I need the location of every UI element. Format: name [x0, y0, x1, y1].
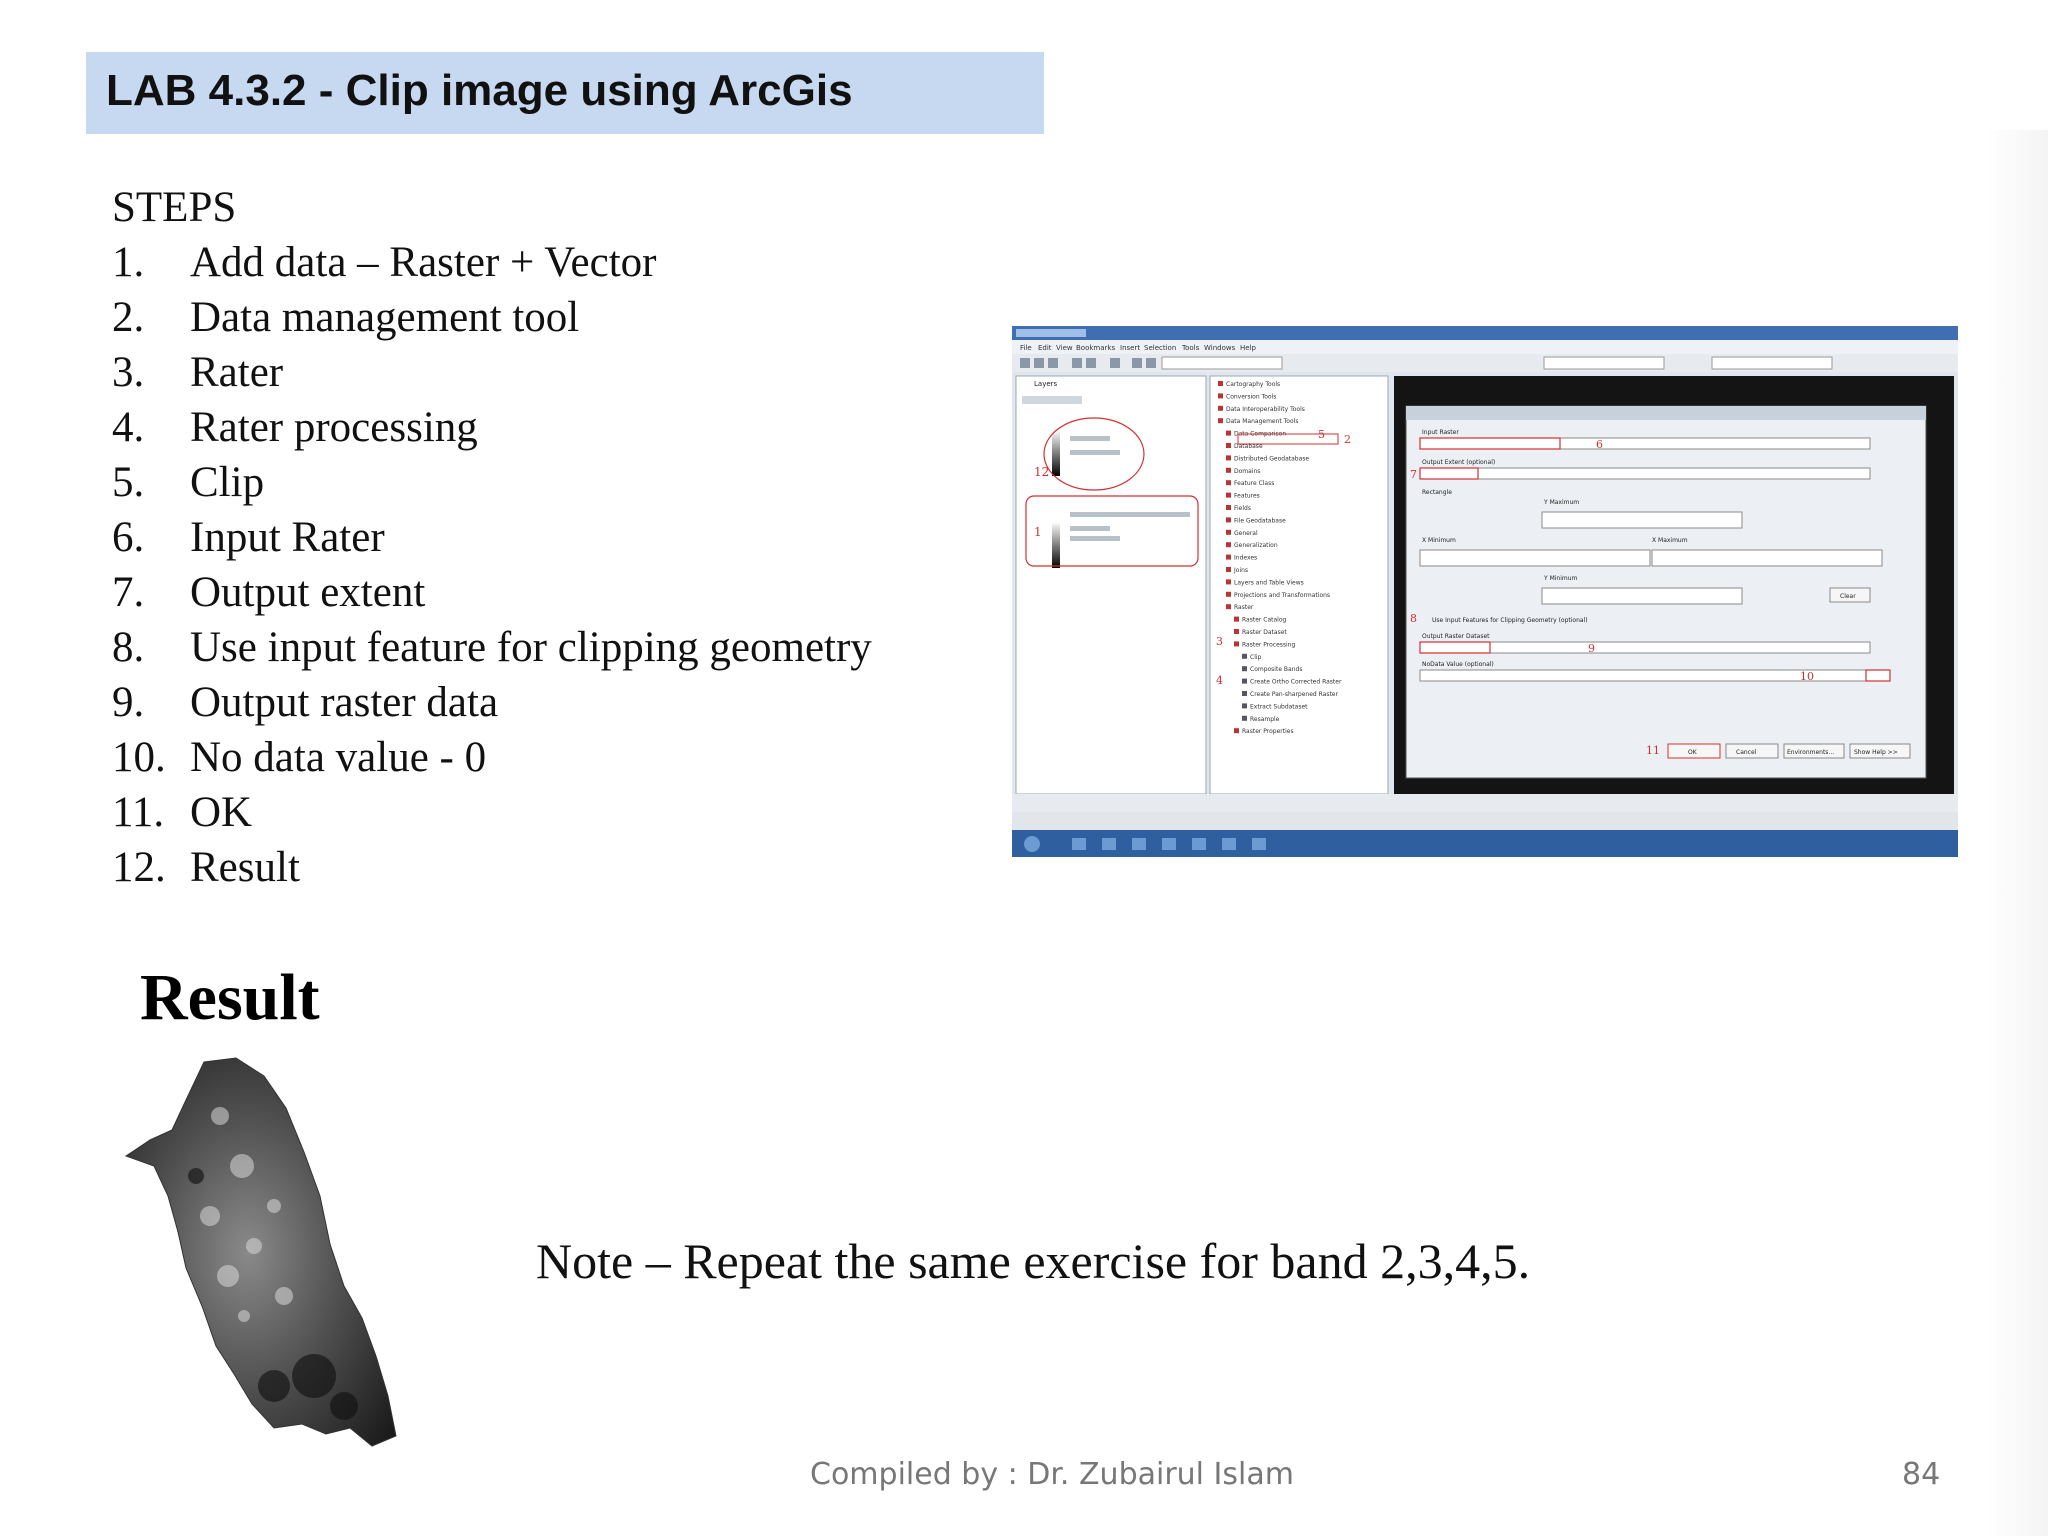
toolbox-icon — [1226, 431, 1231, 436]
tree-item[interactable]: Joins — [1234, 567, 1249, 574]
tree-item[interactable]: Raster Properties — [1242, 728, 1294, 736]
toolbox-icon — [1226, 579, 1231, 584]
annotation-label: 12 — [1034, 465, 1050, 479]
step-text: Rater — [190, 349, 284, 396]
step-text: Add data – Raster + Vector — [190, 239, 657, 286]
step-number: 2. — [112, 294, 145, 341]
tree-item[interactable]: Database — [1234, 443, 1263, 450]
dialog-label: Rectangle — [1422, 489, 1452, 496]
annotation-label: 3 — [1216, 635, 1223, 648]
toc-header: Layers — [1034, 380, 1058, 388]
menu-item: Insert — [1120, 344, 1141, 352]
footer-credit: Compiled by : Dr. Zubairul Islam — [810, 1457, 1294, 1492]
steps-heading: STEPS — [112, 184, 237, 231]
step-item — [112, 840, 872, 895]
step-number: 8. — [112, 624, 145, 671]
toolbox-icon — [1226, 542, 1231, 547]
step-text: Data management tool — [190, 294, 580, 341]
step-text: Input Rater — [190, 514, 385, 561]
step-number: 9. — [112, 679, 145, 726]
annotation-label: 2 — [1344, 433, 1351, 446]
clear-button[interactable]: Clear — [1840, 593, 1856, 600]
step-item — [112, 730, 872, 785]
toolbox-icon — [1226, 505, 1231, 510]
annotation-label: 6 — [1596, 438, 1603, 451]
dialog-label: Output Extent (optional) — [1422, 459, 1496, 466]
toolbox-icon — [1218, 393, 1223, 398]
toolbox-icon — [1218, 406, 1223, 411]
annotation-label: 8 — [1410, 612, 1417, 625]
tree-item[interactable]: Feature Class — [1234, 480, 1275, 488]
step-number: 5. — [112, 459, 145, 506]
step-number: 7. — [112, 569, 145, 616]
step-text: Clip — [190, 459, 265, 506]
ok-button[interactable]: OK — [1688, 749, 1697, 756]
steps-list — [112, 180, 872, 895]
toolbox-icon — [1226, 480, 1231, 485]
annotation-label: 1 — [1034, 525, 1042, 539]
tree-item[interactable]: Raster — [1234, 604, 1254, 612]
tree-item[interactable]: Resample — [1250, 715, 1280, 723]
dialog-label: Y Maximum — [1544, 499, 1580, 506]
step-item — [112, 620, 872, 675]
step-text: Output extent — [190, 569, 426, 616]
step-text: No data value - 0 — [190, 734, 487, 781]
step-item — [112, 455, 872, 510]
menu-item: Help — [1240, 344, 1256, 352]
tree-item[interactable]: Cartography Tools — [1226, 381, 1281, 388]
show-help-button[interactable]: Show Help >> — [1854, 749, 1898, 756]
toolbox-icon — [1226, 493, 1231, 498]
menu-item: Bookmarks — [1076, 344, 1116, 352]
step-text: Result — [190, 844, 300, 891]
tree-item[interactable]: Data Interoperability Tools — [1226, 405, 1305, 413]
tree-item[interactable]: Indexes — [1234, 554, 1258, 562]
tree-item[interactable]: Composite Bands — [1250, 666, 1303, 674]
toolbox-icon — [1234, 617, 1239, 622]
toolbox-icon — [1242, 679, 1247, 684]
step-item — [112, 785, 872, 840]
toolbox-icon — [1226, 455, 1231, 460]
toolbox-icon — [1234, 629, 1239, 634]
tree-item[interactable]: Conversion Tools — [1226, 393, 1277, 401]
step-item — [112, 235, 872, 290]
step-item — [112, 510, 872, 565]
dialog-label: X Maximum — [1652, 537, 1688, 544]
dialog-label: Input Raster — [1422, 429, 1459, 436]
tree-item[interactable]: Projections and Transformations — [1234, 591, 1331, 599]
tree-item[interactable]: Data Comparison — [1234, 430, 1287, 438]
step-number: 12. — [112, 844, 166, 891]
annotation-label: 11 — [1646, 744, 1660, 757]
tree-item[interactable]: Create Pan-sharpened Raster — [1250, 691, 1338, 698]
background-shade — [1985, 130, 2048, 1536]
step-item — [112, 565, 872, 620]
dialog-label: Output Raster Dataset — [1422, 633, 1490, 640]
step-item — [112, 400, 872, 455]
tree-item[interactable]: Raster Catalog — [1242, 616, 1287, 624]
step-number: 10. — [112, 734, 166, 781]
toolbox-icon — [1226, 555, 1231, 560]
tree-item[interactable]: Raster Dataset — [1242, 629, 1287, 636]
step-number: 1. — [112, 239, 145, 286]
step-text: Rater processing — [190, 404, 478, 451]
step-item — [112, 290, 872, 345]
arcgis-screenshot — [1012, 326, 1958, 857]
toolbox-icon — [1234, 641, 1239, 646]
tree-item[interactable]: Extract Subdataset — [1250, 703, 1308, 711]
tree-item[interactable]: Layers and Table Views — [1234, 579, 1304, 587]
toolbox-icon — [1226, 468, 1231, 473]
tree-item[interactable]: Distributed Geodatabase — [1234, 455, 1310, 463]
annotation-label: 10 — [1800, 670, 1814, 683]
annotation-label: 7 — [1410, 468, 1417, 481]
tree-item[interactable]: Data Management Tools — [1226, 418, 1299, 426]
tree-item[interactable]: Generalization — [1234, 542, 1278, 550]
menu-item: Tools — [1182, 344, 1200, 352]
step-text: Use input feature for clipping geometry — [190, 624, 872, 671]
step-text: Output raster data — [190, 679, 499, 726]
toolbox-icon — [1226, 567, 1231, 572]
menu-item: Edit — [1038, 344, 1052, 352]
toolbox-icon — [1242, 703, 1247, 708]
toolbox-icon — [1242, 666, 1247, 671]
tree-item[interactable]: File Geodatabase — [1234, 517, 1286, 525]
dialog-label: Use Input Features for Clipping Geometry (optional) — [1432, 617, 1588, 624]
toolbox-icon — [1226, 443, 1231, 448]
annotation-label: 4 — [1216, 674, 1223, 687]
menu-item: View — [1056, 344, 1073, 352]
tree-item[interactable]: Fields — [1234, 505, 1251, 512]
tree-item[interactable]: Clip — [1250, 653, 1262, 661]
cancel-button[interactable]: Cancel — [1736, 749, 1757, 756]
toolbox-icon — [1218, 381, 1223, 386]
toolbox-icon — [1226, 530, 1231, 535]
tree-item[interactable]: Domains — [1234, 467, 1261, 475]
step-number: 11. — [112, 789, 165, 836]
toolbox-icon — [1226, 604, 1231, 609]
result-heading: Result — [140, 961, 320, 1034]
toolbox-icon — [1226, 517, 1231, 522]
tree-item[interactable]: Create Ortho Corrected Raster — [1250, 678, 1342, 686]
step-text: OK — [190, 789, 253, 836]
toolbox-icon — [1234, 728, 1239, 733]
step-item — [112, 675, 872, 730]
page-number: 84 — [1902, 1457, 1941, 1492]
title-banner — [86, 52, 1044, 134]
dialog-label: X Minimum — [1422, 537, 1456, 544]
step-number: 3. — [112, 349, 145, 396]
step-number: 4. — [112, 404, 145, 451]
menu-item: Windows — [1204, 344, 1236, 352]
toolbox-icon — [1218, 418, 1223, 423]
menu-item: Selection — [1144, 344, 1177, 352]
dialog-label: NoData Value (optional) — [1422, 661, 1494, 668]
annotation-label: 9 — [1588, 642, 1595, 655]
annotation-label: 5 — [1318, 428, 1325, 441]
environments-button[interactable]: Environments... — [1787, 749, 1835, 756]
step-item — [112, 345, 872, 400]
result-map-image — [124, 1056, 400, 1450]
dialog-label: Y Minimum — [1544, 575, 1578, 582]
menu-item: File — [1020, 344, 1032, 352]
note-text: Note – Repeat the same exercise for band 2,3,4,5. — [536, 1233, 1531, 1289]
tree-item[interactable]: Raster Processing — [1242, 641, 1296, 649]
tree-item[interactable]: General — [1234, 529, 1258, 537]
toolbox-icon — [1242, 716, 1247, 721]
tree-item[interactable]: Features — [1234, 492, 1260, 500]
page-title: LAB 4.3.2 - Clip image using ArcGis — [106, 66, 853, 115]
toolbox-icon — [1242, 654, 1247, 659]
toolbox-icon — [1226, 592, 1231, 597]
toolbox-icon — [1242, 691, 1247, 696]
step-number: 6. — [112, 514, 145, 561]
